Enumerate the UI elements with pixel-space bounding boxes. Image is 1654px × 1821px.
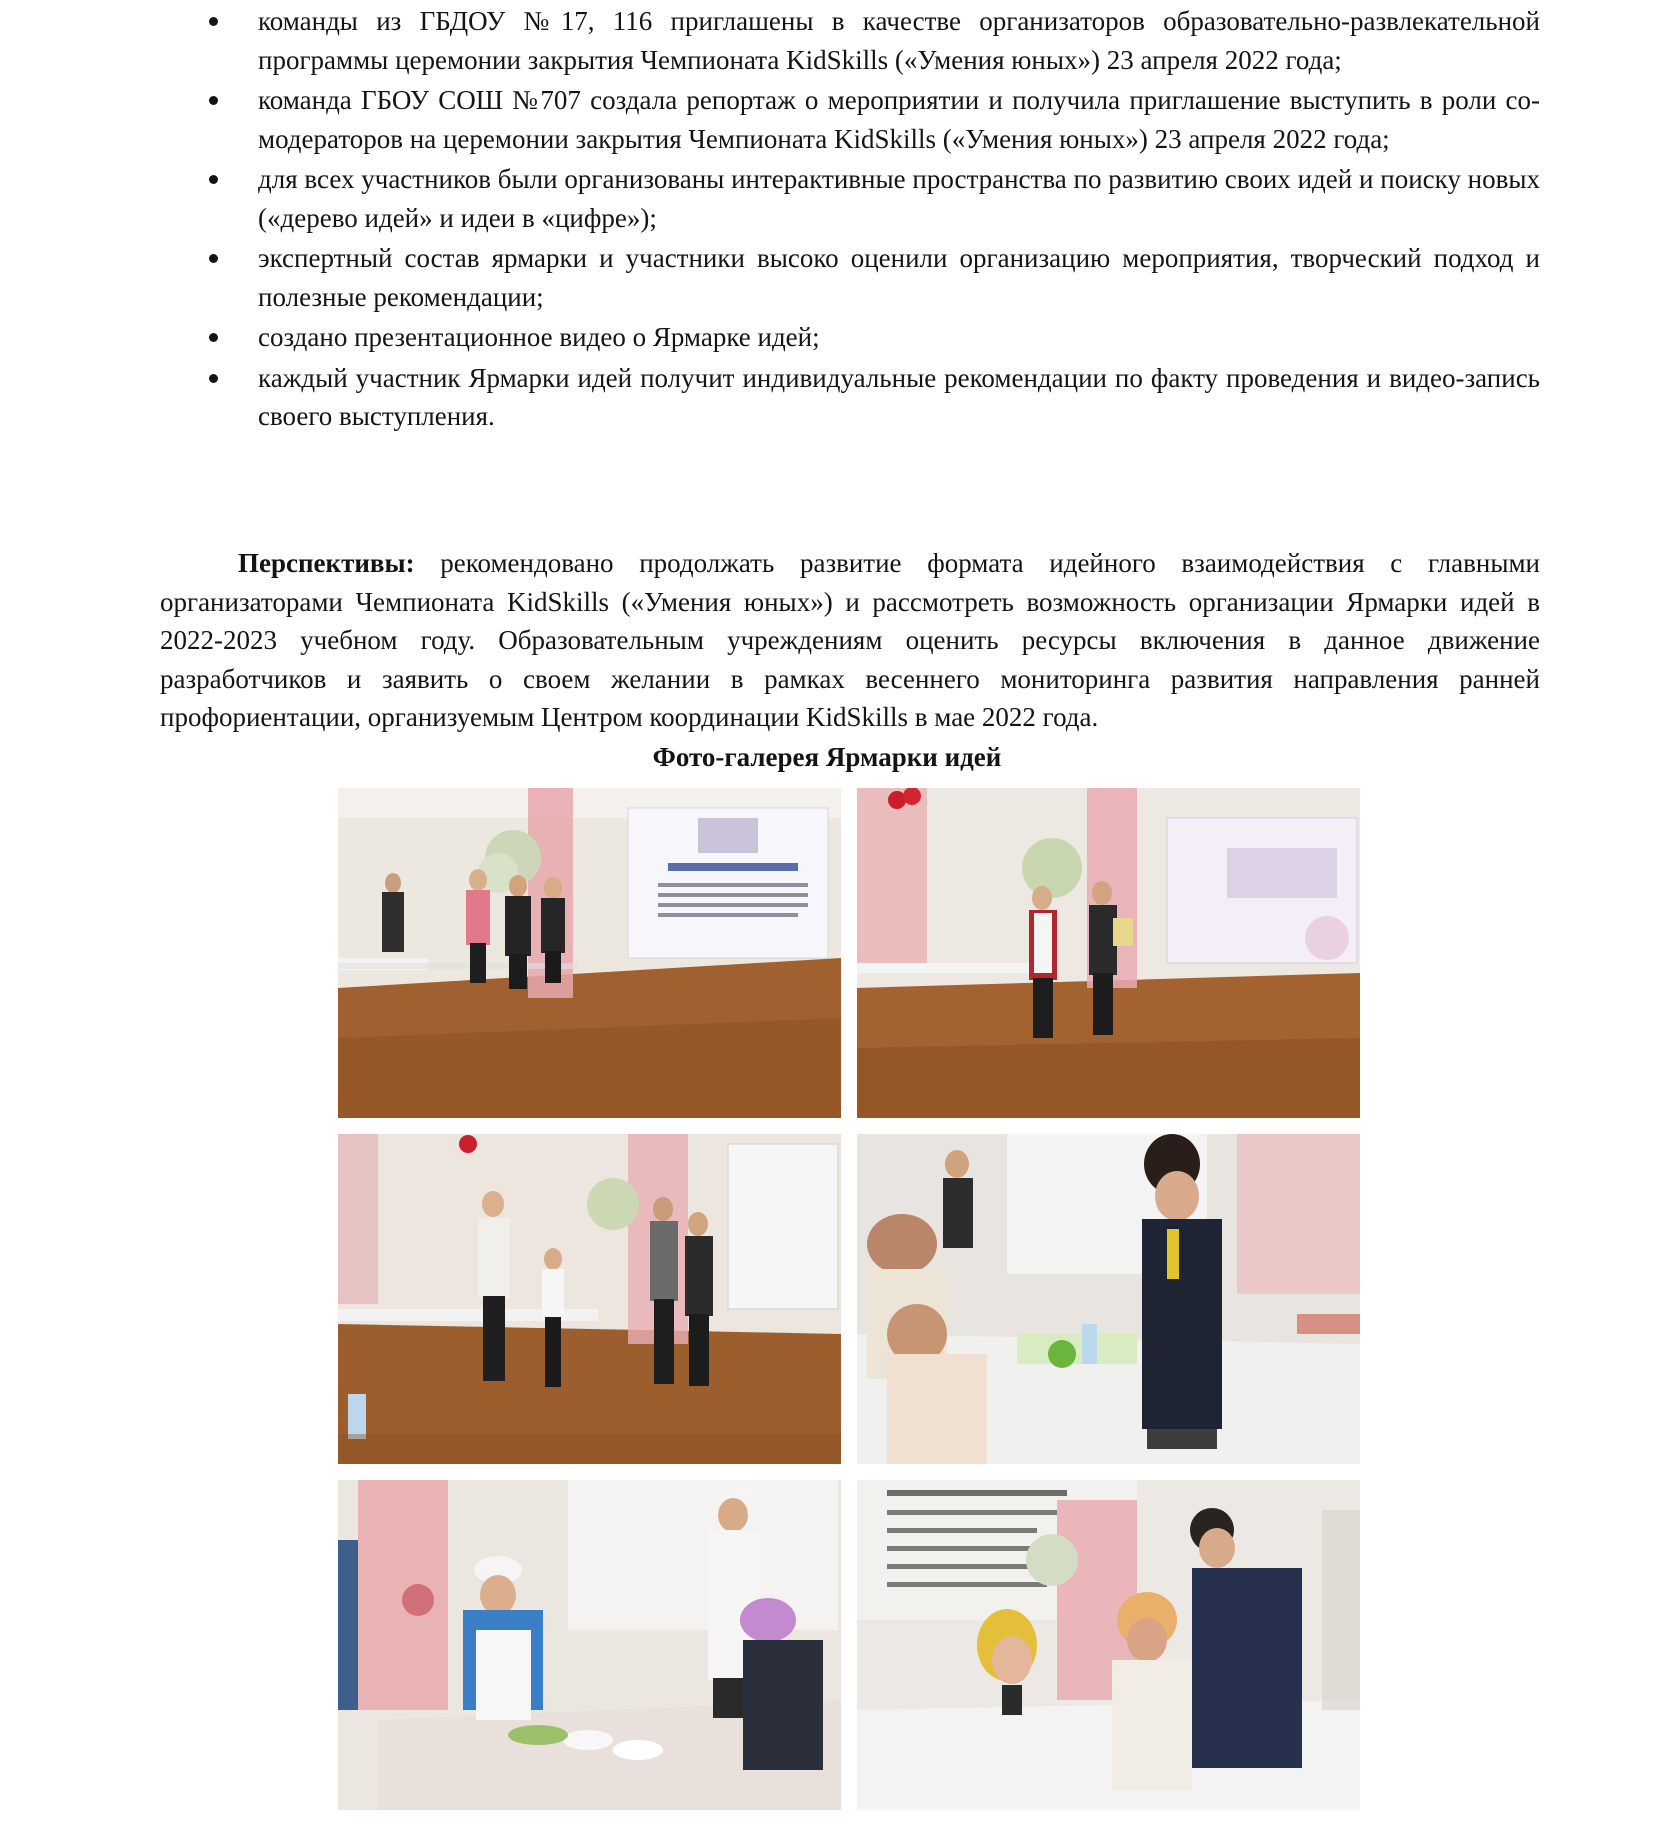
- list-item: [160, 160, 1540, 237]
- list-item: [160, 2, 1540, 79]
- list-item: [160, 318, 1540, 357]
- perspectives-text: рекомендовано продолжать развитие формата идейного взаимодействия с главными организаторами Чемпионата KidSkills («Умения юных») и рассмотреть возможность организации Ярмарки идей в 2022-2023 учебном году. Образовательным учреждениям оценить ресурсы включения в данное движение разработчиков и заявить о своем желании в рамках весеннего мониторинга развития направления ранней профориентации, организуемым Центром координации KidSkills в мае 2022 года.: [160, 548, 1540, 732]
- gallery-photo-2: [857, 788, 1360, 1118]
- list-item-text: команда ГБОУ СОШ №707 создала репортаж о мероприятии и получила приглашение выступить в роли со-модераторов на церемонии закрытия Чемпионата KidSkills («Умения юных») 23 апреля 2022 года;: [258, 85, 1540, 154]
- bullet-icon: [209, 254, 218, 263]
- perspectives-label: Перспективы:: [238, 548, 415, 578]
- gallery-photo-4: [857, 1134, 1360, 1464]
- list-item: [160, 359, 1540, 436]
- gallery-photo-3: [338, 1134, 841, 1464]
- list-item: [160, 81, 1540, 158]
- gallery-photo-5: [338, 1480, 841, 1810]
- list-item-text: каждый участник Ярмарки идей получит индивидуальные рекомендации по факту проведения и видео-запись своего выступления.: [258, 362, 1540, 431]
- bullet-icon: [209, 96, 218, 105]
- list-item-text: для всех участников были организованы интерактивные пространства по развитию своих идей и поиску новых («дерево идей» и идеи в «цифре»);: [258, 164, 1540, 233]
- gallery-photo-1: [338, 788, 841, 1118]
- bullet-icon: [209, 175, 218, 184]
- list-item-text: команды из ГБДОУ №17, 116 приглашены в качестве организаторов образовательно-развлекательной программы церемонии закрытия Чемпионата KidSkills («Умения юных») 23 апреля 2022 года;: [258, 6, 1540, 75]
- list-item-text: экспертный состав ярмарки и участники высоко оценили организацию мероприятия, творческий подход и полезные рекомендации;: [258, 243, 1540, 312]
- bullet-icon: [209, 374, 218, 383]
- list-item: [160, 239, 1540, 316]
- gallery-photo-6: [857, 1480, 1360, 1810]
- perspectives-paragraph: [160, 544, 1540, 737]
- bullet-icon: [209, 17, 218, 26]
- gallery-title: Фото-галерея Ярмарки идей: [652, 742, 1002, 772]
- bullet-icon: [209, 333, 218, 342]
- results-list: [160, 2, 1540, 438]
- list-item-text: создано презентационное видео о Ярмарке идей;: [258, 322, 820, 352]
